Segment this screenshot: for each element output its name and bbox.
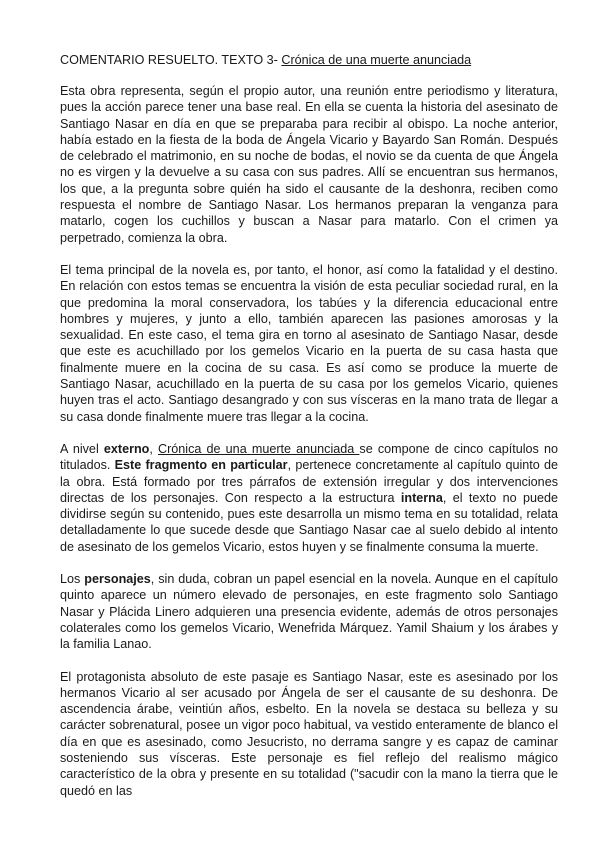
text-run: A nivel [60,441,104,456]
text-run: Los [60,572,85,587]
paragraph-theme: El tema principal de la novela es, por tanto, el honor, así como la fatalidad y el destino. En relación con estos temas se encuentra la visión de esta peculiar sociedad rural, en la que predomina la moral conservadora, los tabúes y la diferencia educacional entre hombres y mujeres, y junto a ello, también aparecen las pasiones amorosas y la sexualidad. En este caso, el tema gira en torno al asesinato de Santiago Nasar, desde que este es acuchillado por los gemelos Vicario en la puerta de su casa hasta que finalmente muere en la cocina de su casa. Es así como se produce la muerte de Santiago Nasar, acuchillado en la puerta de su casa por los gemelos Vicario, quienes huyen tras el acto. Santiago desangrado y con sus vísceras en la mano trata de llegar a su casa donde finalmente muere tras llegar a la cocina. [60,262,558,424]
title-main: COMENTARIO RESUELTO. TEXTO 3- [60,53,282,67]
paragraph-structure [60,441,558,555]
text-run: , sin duda, cobran un papel esencial en la novela. Aunque en el capítulo quinto aparece un número elevado de personajes, en este fragmento solo Santiago Nasar y Plácida Linero adquieren una presencia evidente, además de otros personajes colaterales como los gemelos Vicario, Wenefrida Márquez. Yamil Shaium y los árabes y la familia Lanao. [60,572,559,652]
paragraph-protagonist: El protagonista absoluto de este pasaje es Santiago Nasar, este es asesinado por los hermanos Vicario al ser acusado por Ángela de ser el causante de su deshonra. De ascendencia árabe, veintiún años, esbelto. En la novela se destaca su belleza y su carácter sobrenatural, posee un vigor poco habitual, va vestido enteramente de blanco el día en que es asesinado, como Jesucristo, no derrama sangre y es capaz de caminar sosteniendo sus vísceras. Este personaje es fiel reflejo del realismo mágico característico de la obra y presente en su totalidad ("sacudir con la mano la tierra que le quedó en las [60,669,558,798]
paragraph-characters [60,571,558,652]
title-work: Crónica de una muerte anunciada [281,53,472,67]
document-title [60,52,558,68]
text-run: , [149,441,159,456]
bold-term-externo: externo [103,441,150,456]
text-run: , el texto no puede dividirse según su contenido, pues este desarrolla un mismo tema en su totalidad, relata detalladamente lo que sucede desde que Santiago Nasar cae al suelo debido al intento de asesinato de los gemelos Vicario, estos huyen y se finalmente consuma la muerte. [60,490,558,554]
text-run: se compone de cinco capítulos no titulados. [60,441,558,473]
text-run: , pertenece concretamente al capítulo quinto de la obra. Está formado por tres párrafos de extensión irregular y dos intervenciones directas de los personajes. Con respecto a la estructura [60,458,559,505]
bold-term-interna: interna [400,490,443,505]
bold-term-personajes: personajes [84,572,151,587]
paragraph-summary: Esta obra representa, según el propio autor, una reunión entre periodismo y literatura, pues la acción parece tener una base real. En ella se cuenta la historia del asesinato de Santiago Nasar en día en que se preparaba para recibir al obispo. La noche anterior, había estado en la fiesta de la boda de Ángela Vicario y Bayardo San Román. Después de celebrado el matrimonio, en su noche de bodas, el novio se da cuenta de que Ángela no es virgen y la devuelve a su casa con sus padres. Allí se encuentran sus hermanos, los que, a la pregunta sobre quién ha sido el causante de la deshonra, reciben como respuesta el nombre de Santiago Nasar. Los hermanos preparan la venganza para matarlo, cogen los cuchillos y buscan a Nasar para matarlo. Con el crimen ya perpetrado, comienza la obra. [60,84,558,245]
underlined-work-title: Crónica de una muerte anunciada [158,441,360,456]
bold-term-fragmento: Este fragmento en particular [114,458,288,473]
